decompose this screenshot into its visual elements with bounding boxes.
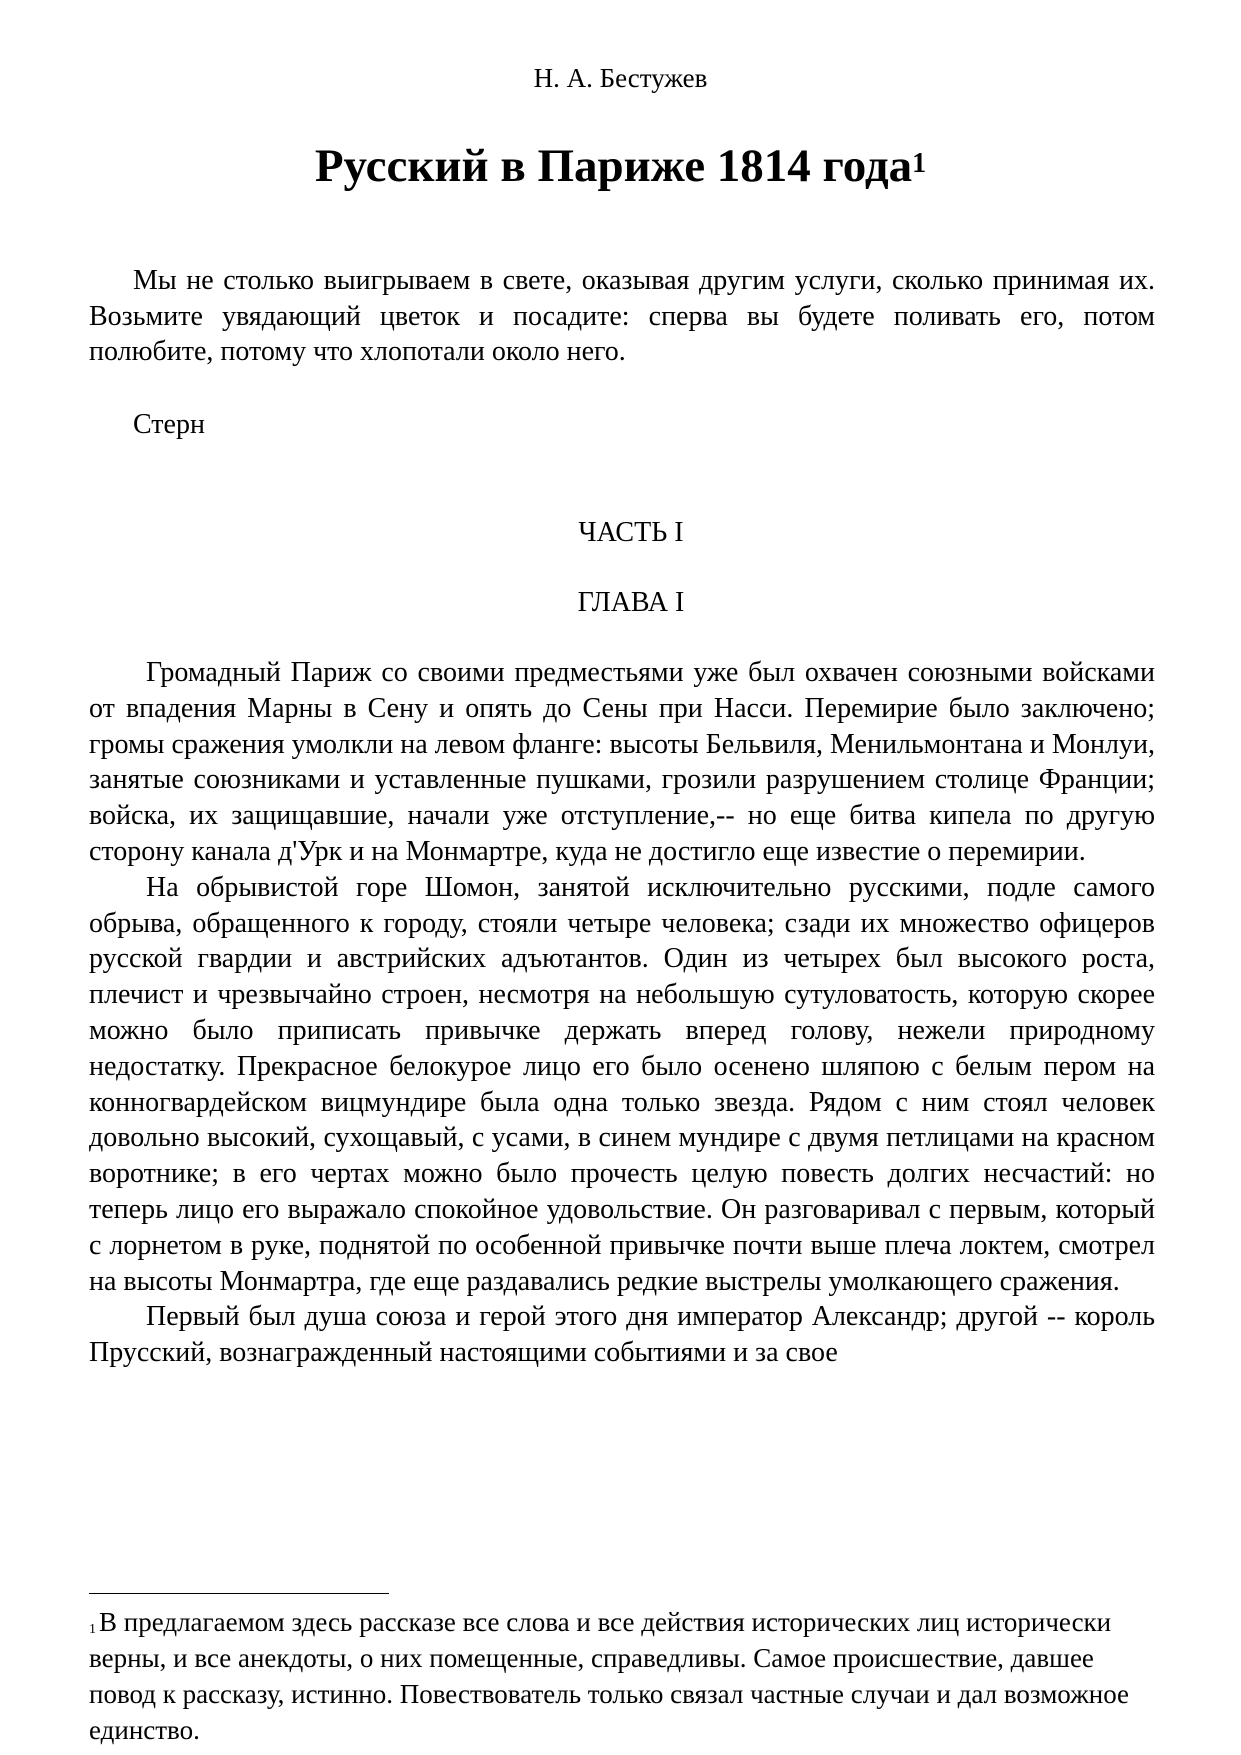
author-name: Н. А. Бестужев	[533, 63, 708, 93]
footnote-text: В предлагаемом здесь рассказе все слова и все действия исторических лиц исторически верны, и все анекдоты, о них помещенные, справедливы. Самое происшествие, давшее повод к рассказу, истинно. Повествователь только связал частные случаи и дал возможное единство.	[89, 1607, 1130, 1745]
title-text: Русский в Париже 1814 года	[314, 140, 913, 192]
chapter-heading: ГЛАВА I	[577, 587, 685, 618]
epigraph-author: Стерн	[133, 409, 205, 440]
document-title	[0, 136, 1241, 196]
body-text	[89, 655, 1155, 1371]
title-footnote-mark[interactable]: 1	[912, 148, 927, 179]
paragraph: Громадный Париж со своими предместьями уже был охвачен союзными войсками от впадения Марны в Сену и опять до Сены при Насси. Перемирие было заключено; громы сражения умолкли на левом фланге: высоты Бельвиля, Менильмонтана и Монлуи, занятые союзниками и уставленные пушками, грозили разрушением столице Франции; войска, их защищавшие, начали уже отступление,-- но еще битва кипела по другую сторону канала д'Урк и на Монмартре, куда не достигло еще известие о перемирии.	[89, 657, 1155, 867]
footnote-mark: 1	[89, 1622, 96, 1637]
footnote	[89, 1604, 1155, 1748]
footnote-divider	[89, 1593, 389, 1594]
part-heading: ЧАСТЬ I	[578, 517, 684, 548]
paragraph: Первый был душа союза и герой этого дня император Александр; другой -- король Прусский, вознагражденный настоящими событиями и за свое	[89, 1301, 1155, 1369]
paragraph: На обрывистой горе Шомон, занятой исключительно русскими, подле самого обрыва, обращенного к городу, стояли четыре человека; сзади их множество офицеров русской гвардии и австрийских адъютантов. Один из четырех был высокого роста, плечист и чрезвычайно строен, несмотря на небольшую сутуловатость, которую скорее можно было приписать привычке держать вперед голову, нежели природному недостатку. Прекрасное белокурое лицо его было осенено шляпою с белым пером на конногвардейском вицмундире была одна только звезда. Рядом с ним стоял человек довольно высокий, сухощавый, с усами, в синем мундире с двумя петлицами на красном воротнике; в его чертах можно было прочесть целую повесть долгих несчастий: но теперь лицо его выражало спокойное удовольствие. Он разговаривал с первым, который с лорнетом в руке, поднятой по особенной привычке почти выше плеча локтем, смотрел на высоты Монмартра, где еще раздавались редкие выстрелы умолкающего сражения.	[89, 871, 1155, 1297]
epigraph-text: Мы не столько выигрываем в свете, оказывая другим услуги, сколько принимая их. Возьмите увядающий цветок и посадите: сперва вы будете поливать его, потом полюбите, потому что хлопотали около него.	[89, 265, 1155, 367]
